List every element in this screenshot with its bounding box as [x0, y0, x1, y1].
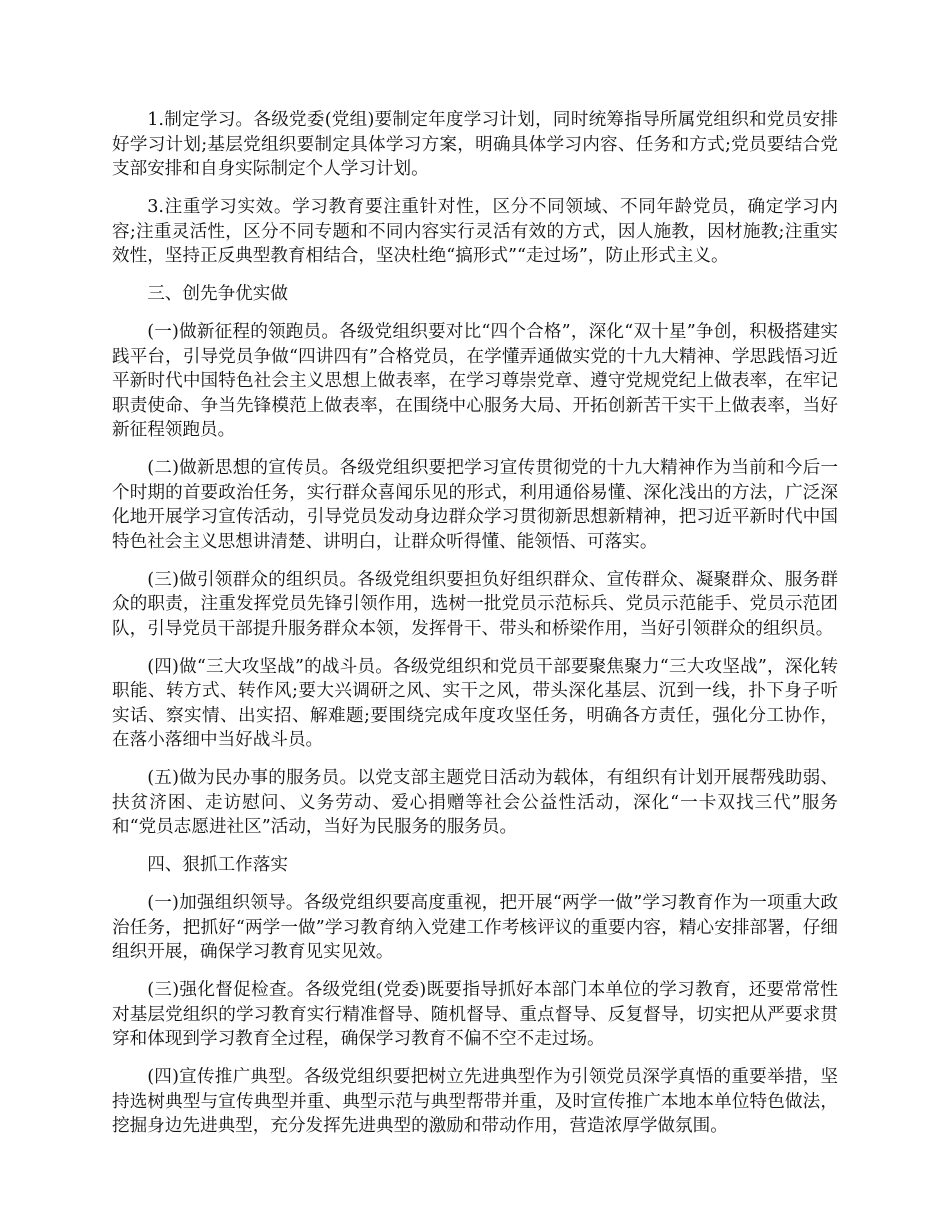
- paragraph-promotion: (四)宣传推广典型。各级党组织要把树立先进典型作为引领党员深学真悟的重要举措，坚持选树典型与宣传典型并重、典型示范与典型帮带并重，及时宣传推广本地本单位特色做法，挖掘身边先进典型，充分发挥先进典型的激励和带动作用，营造浓厚学做氛围。: [112, 1067, 838, 1136]
- section-heading-4: 四、狠抓工作落实: [147, 855, 288, 875]
- paragraph-propagandist: (二)做新思想的宣传员。各级党组织要把学习宣传贯彻党的十九大精神作为当前和今后一个时期的首要政治任务，实行群众喜闻乐见的形式，利用通俗易懂、深化浅出的方法，广泛深化地开展学习宣传活动，引导党员发动身边群众学习贯彻新思想新精神，把习近平新时代中国特色社会主义思想讲清楚、讲明白，让群众听得懂、能领悟、可落实。: [112, 458, 838, 552]
- document-body: [112, 108, 838, 1152]
- section-heading-3: 三、创先争优实做: [147, 284, 288, 304]
- paragraph-study-plan: 1.制定学习。各级党委(党组)要制定年度学习计划，同时统筹指导所属党组织和党员安排好学习计划;基层党组织要制定具体学习方案，明确具体学习内容、任务和方式;党员要结合党支部安排和自身实际制定个人学习计划。: [112, 110, 838, 179]
- paragraph-fighter: (四)做“三大攻坚战”的战斗员。各级党组织和党员干部要聚焦聚力“三大攻坚战”，深化转职能、转方式、转作风;要大兴调研之风、实干之风，带头深化基层、沉到一线，扑下身子听实话、察实情、出实招、解难题;要围绕完成年度攻坚任务，明确各方责任，强化分工协作，在落小落细中当好战斗员。: [112, 656, 838, 750]
- paragraph-supervision: (三)强化督促检查。各级党组(党委)既要指导抓好本部门本单位的学习教育，还要常常性对基层党组织的学习教育实行精准督导、随机督导、重点督导、反复督导，切实把从严要求贯穿和体现到学习教育全过程，确保学习教育不偏不空不走过场。: [112, 980, 838, 1049]
- paragraph-service: (五)做为民办事的服务员。以党支部主题党日活动为载体，有组织有计划开展帮残助弱、扶贫济困、走访慰问、义务劳动、爱心捐赠等社会公益性活动，深化“一卡双找三代”服务和“党员志愿进社区”活动，当好为民服务的服务员。: [112, 768, 838, 837]
- paragraph-study-effect: 3.注重学习实效。学习教育要注重针对性，区分不同领域、不同年龄党员，确定学习内容;注重灵活性，区分不同专题和不同内容实行灵活有效的方式，因人施教，因材施教;注重实效性，坚持正反典型教育相结合，坚决杜绝“搞形式”“走过场”，防止形式主义。: [112, 197, 838, 266]
- paragraph-organizer: (三)做引领群众的组织员。各级党组织要担负好组织群众、宣传群众、凝聚群众、服务群众的职责，注重发挥党员先锋引领作用，选树一批党员示范标兵、党员示范能手、党员示范团队，引导党员干部提升服务群众本领，发挥骨干、带头和桥梁作用，当好引领群众的组织员。: [112, 569, 838, 639]
- paragraph-leader: (一)做新征程的领跑员。各级党组织要对比“四个合格”，深化“双十星”争创，积极搭建实践平台，引导党员争做“四讲四有”合格党员，在学懂弄通做实党的十九大精神、学思践悟习近平新时代中国特色社会主义思想上做表率，在学习尊崇党章、遵守党规党纪上做表率，在牢记职责使命、争当先锋模范上做表率，在围绕中心服务大局、开拓创新苦干实干上做表率，当好新征程领跑员。: [112, 322, 838, 440]
- paragraph-leadership: (一)加强组织领导。各级党组织要高度重视，把开展“两学一做”学习教育作为一项重大政治任务，把抓好“两学一做”学习教育纳入党建工作考核评议的重要内容，精心安排部署，仔细组织开展，确保学习教育见实见效。: [112, 893, 838, 962]
